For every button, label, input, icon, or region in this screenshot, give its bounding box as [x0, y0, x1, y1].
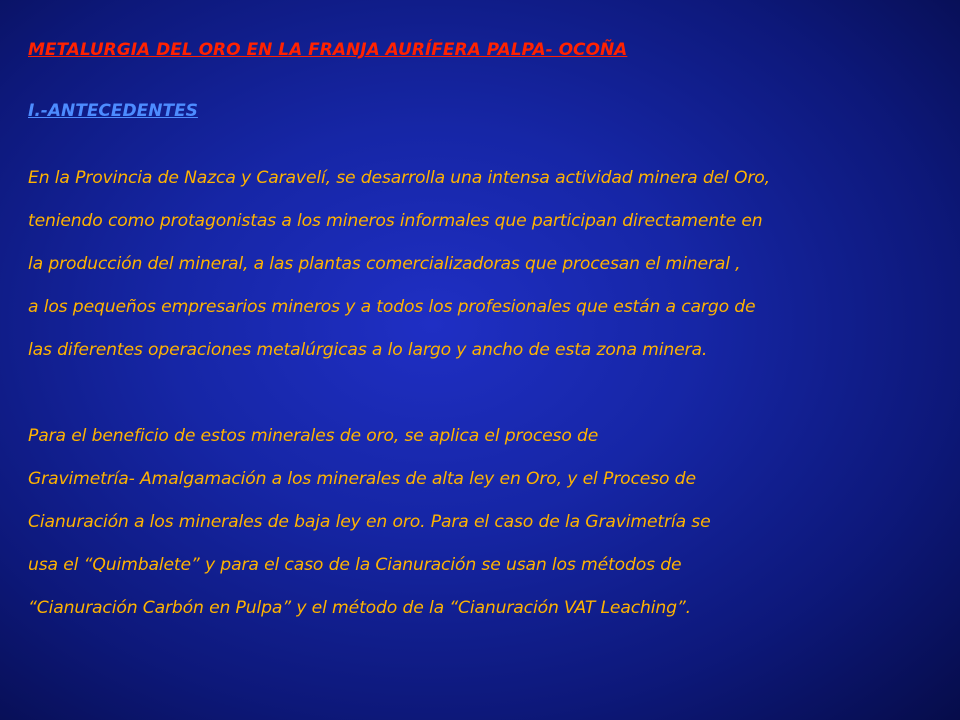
paragraph2-line: Gravimetría- Amalgamación a los minerales de alta ley en Oro, y el Proceso de — [28, 469, 696, 489]
paragraph2-line: “Cianuración Carbón en Pulpa” y el método de la “Cianuración VAT Leaching”. — [28, 598, 691, 618]
paragraph1-line: En la Provincia de Nazca y Caravelí, se desarrolla una intensa actividad minera del Oro, — [28, 168, 770, 188]
paragraph1-line: teniendo como protagonistas a los mineros informales que participan directamente en — [28, 211, 763, 231]
paragraph2-line: Cianuración a los minerales de baja ley en oro. Para el caso de la Gravimetría se — [28, 512, 711, 532]
paragraph2-line: usa el “Quimbalete” y para el caso de la Cianuración se usan los métodos de — [28, 555, 682, 575]
paragraph1-line: las diferentes operaciones metalúrgicas a lo largo y ancho de esta zona minera. — [28, 340, 708, 360]
paragraph1-line: a los pequeños empresarios mineros y a todos los profesionales que están a cargo de — [28, 297, 756, 317]
paragraph1-line: la producción del mineral, a las plantas comercializadoras que procesan el mineral , — [28, 254, 741, 274]
paragraph2-line: Para el beneficio de estos minerales de oro, se aplica el proceso de — [28, 426, 599, 446]
slide-title: METALURGIA DEL ORO EN LA FRANJA AURÍFERA PALPA- OCOÑA — [28, 40, 628, 60]
section-heading: I.-ANTECEDENTES — [28, 101, 198, 121]
